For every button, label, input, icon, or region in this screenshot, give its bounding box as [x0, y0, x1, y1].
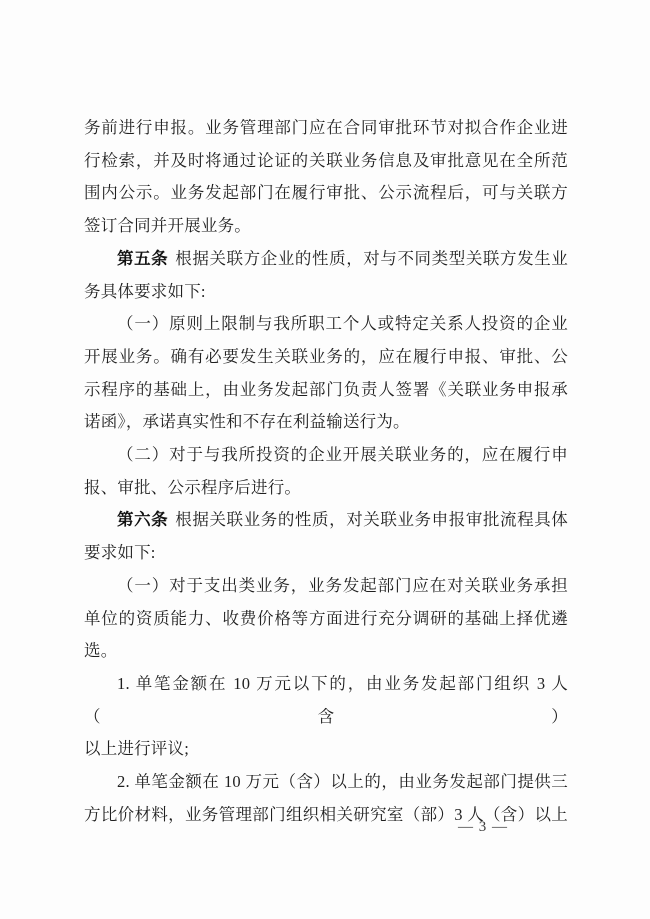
document-line: （一）原则上限制与我所职工个人或特定关系人投资的企业	[117, 314, 568, 334]
line-text: 根据关联方企业的性质，对与不同类型关联方发生业	[175, 248, 568, 268]
document-line: 以上进行评议;	[84, 739, 189, 759]
document-body	[84, 112, 568, 831]
document-line: 围内公示。业务发起部门在履行审批、公示流程后，可与关联方	[84, 183, 568, 203]
document-line: 1. 单笔金额在 10 万元以下的，由业务发起部门组织 3 人（含）	[84, 673, 568, 726]
document-line: 示程序的基础上，由业务发起部门负责人签署《关联业务申报承	[84, 379, 568, 399]
document-line: （一）对于支出类业务，业务发起部门应在对关联业务承担	[117, 575, 568, 595]
document-line: 务具体要求如下:	[84, 281, 206, 301]
document-line-article-6	[84, 504, 568, 537]
article-5-term: 第五条	[117, 249, 169, 268]
document-line: 诺函》，承诺真实性和不存在利益输送行为。	[84, 412, 410, 432]
document-line: 2. 单笔金额在 10 万元（含）以上的，由业务发起部门提供三	[117, 772, 568, 792]
document-line: 开展业务。确有必要发生关联业务的，应在履行申报、审批、公	[84, 346, 568, 366]
document-line: 要求如下:	[84, 543, 156, 563]
article-6-term: 第六条	[117, 511, 169, 530]
document-line: 报、审批、公示程序后进行。	[84, 477, 302, 497]
page-number: — 3 —	[458, 819, 508, 835]
document-line: 务前进行申报。业务管理部门应在合同审批环节对拟合作企业进	[84, 118, 568, 137]
document-line: 签订合同并开展业务。	[84, 216, 251, 236]
document-line: 选。	[84, 641, 118, 661]
document-line: 单位的资质能力、收费价格等方面进行充分调研的基础上择优遴	[84, 608, 568, 628]
line-text: 根据关联业务的性质，对关联业务申报审批流程具体	[175, 510, 568, 530]
document-line: 行检索，并及时将通过论证的关联业务信息及审批意见在全所范	[84, 150, 568, 170]
document-line: （二）对于与我所投资的企业开展关联业务的，应在履行申	[117, 445, 568, 465]
document-line: 方比价材料，业务管理部门组织相关研究室（部）3 人（含）以上	[84, 804, 568, 824]
document-line-article-5	[84, 243, 568, 276]
